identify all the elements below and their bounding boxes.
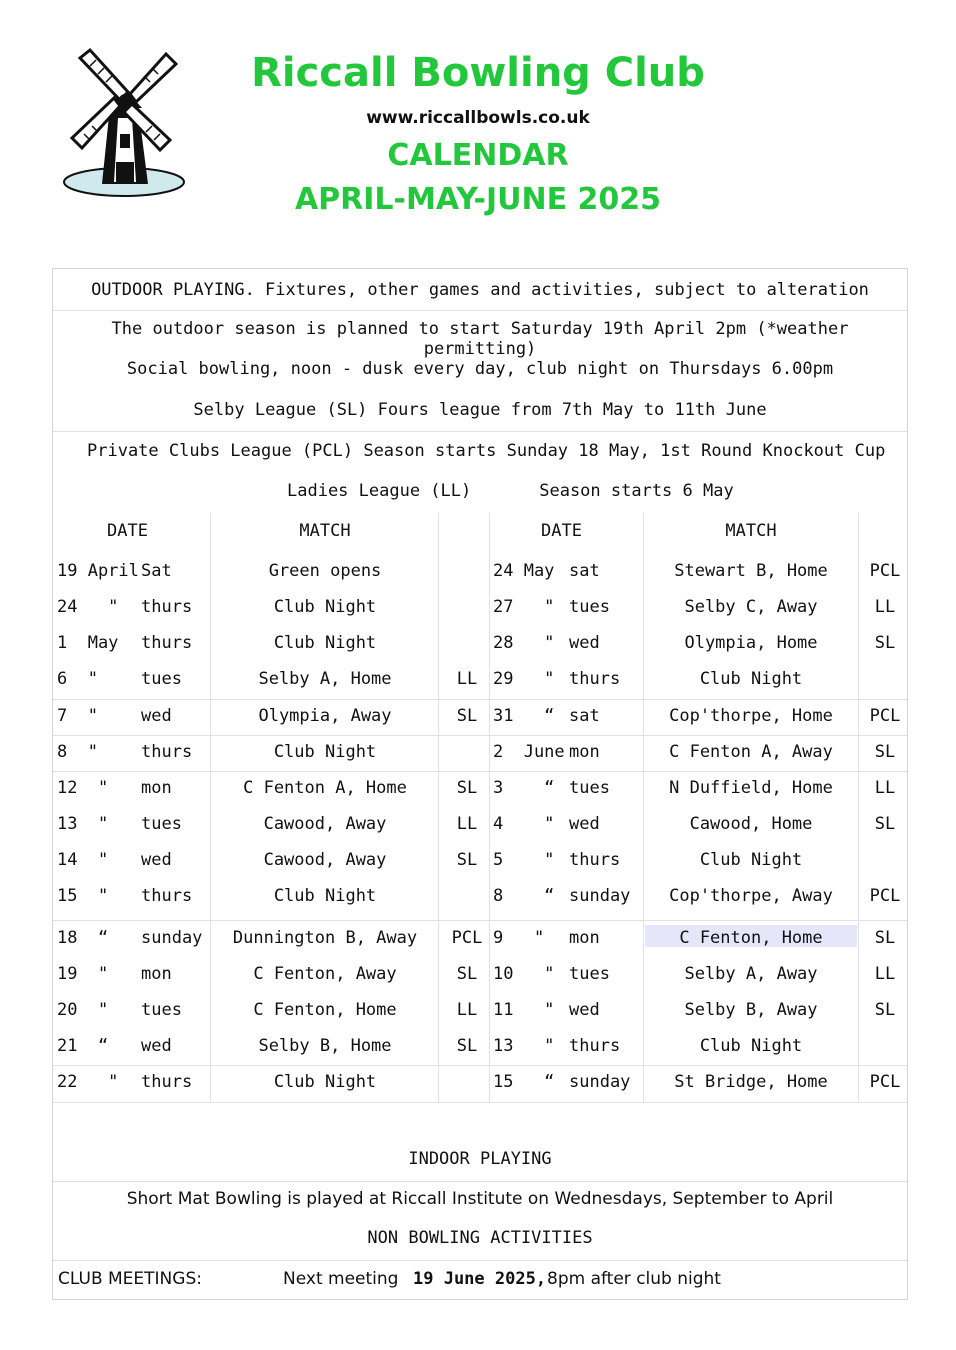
left-day-cell: thurs — [141, 597, 193, 617]
right-date-cell: 4 " — [493, 814, 555, 834]
right-match-cell: Olympia, Home — [684, 633, 818, 653]
right-match-cell: Selby B, Away — [684, 1000, 818, 1020]
left-day-cell: mon — [141, 964, 172, 984]
non-bowling-heading: NON BOWLING ACTIVITIES — [367, 1228, 593, 1248]
left-date-cell: 19 April — [57, 561, 139, 581]
left-day-cell: thurs — [141, 633, 193, 653]
right-date-cell: 31 “ — [493, 706, 555, 726]
season-start-text: The outdoor season is planned to start Saturday 19th April 2pm (*weather permitting) — [111, 319, 849, 359]
left-day-cell: tues — [141, 814, 182, 834]
left-date-cell: 6 " — [57, 669, 98, 689]
table-row — [53, 920, 907, 956]
left-date-cell: 13 " — [57, 814, 109, 834]
right-day-cell: wed — [569, 814, 600, 834]
right-code-cell: SL — [874, 633, 896, 653]
left-code-cell: SL — [456, 706, 478, 726]
table-row — [53, 1028, 907, 1064]
left-date-cell: 19 " — [57, 964, 109, 984]
right-match-cell: Cop'thorpe, Home — [669, 706, 833, 726]
left-code-cell: LL — [456, 1000, 478, 1020]
table-row — [53, 878, 907, 914]
next-meeting-label: Next meeting — [283, 1269, 399, 1289]
right-match-cell: N Duffield, Home — [669, 778, 833, 798]
left-match-cell: Club Night — [273, 1072, 377, 1092]
table-row — [53, 698, 907, 734]
right-date-cell: 24 May — [493, 561, 555, 581]
right-day-cell: thurs — [569, 850, 621, 870]
left-day-cell: thurs — [141, 1072, 193, 1092]
left-match-cell: Green opens — [268, 561, 382, 581]
table-row — [53, 661, 907, 697]
left-match-cell: Olympia, Away — [258, 706, 392, 726]
indoor-heading: INDOOR PLAYING — [408, 1149, 552, 1169]
left-code-cell: SL — [456, 778, 478, 798]
right-date-cell: 5 " — [493, 850, 555, 870]
table-row — [53, 806, 907, 842]
left-match-cell: Club Night — [273, 886, 377, 906]
left-match-cell: C Fenton, Away — [253, 964, 397, 984]
right-date-cell: 8 “ — [493, 886, 555, 906]
right-code-cell: LL — [874, 964, 896, 984]
left-match-cell: Club Night — [273, 742, 377, 762]
table-row — [53, 992, 907, 1028]
left-code-cell: SL — [456, 850, 478, 870]
table-header — [53, 513, 907, 549]
date-header-left: DATE — [107, 521, 148, 541]
right-code-cell: SL — [874, 1000, 896, 1020]
left-code-cell: PCL — [451, 928, 483, 948]
indoor-text: Short Mat Bowling is played at Riccall Institute on Wednesdays, September to April — [126, 1189, 834, 1209]
right-date-cell: 13 " — [493, 1036, 555, 1056]
right-match-cell: St Bridge, Home — [674, 1072, 828, 1092]
right-match-cell: C Fenton, Home — [679, 928, 823, 948]
ladies-league-label: Ladies League (LL) — [287, 481, 472, 501]
right-code-cell: PCL — [869, 1072, 901, 1092]
left-date-cell: 15 " — [57, 886, 109, 906]
right-match-cell: Club Night — [699, 669, 803, 689]
right-day-cell: sat — [569, 706, 600, 726]
right-code-cell: SL — [874, 814, 896, 834]
right-date-cell: 29 " — [493, 669, 555, 689]
right-day-cell: tues — [569, 964, 610, 984]
left-code-cell: SL — [456, 1036, 478, 1056]
left-date-cell: 20 " — [57, 1000, 109, 1020]
table-row — [53, 734, 907, 770]
left-day-cell: tues — [141, 1000, 182, 1020]
right-code-cell: SL — [874, 928, 896, 948]
match-header-left: MATCH — [299, 521, 351, 541]
left-date-cell: 8 " — [57, 742, 98, 762]
ladies-league-text — [53, 481, 907, 501]
right-code-cell: PCL — [869, 886, 901, 906]
left-match-cell: Selby A, Home — [258, 669, 392, 689]
left-day-cell: Sat — [141, 561, 172, 581]
left-day-cell: wed — [141, 850, 172, 870]
right-day-cell: thurs — [569, 1036, 621, 1056]
left-match-cell: C Fenton A, Home — [243, 778, 407, 798]
social-bowling-text: Social bowling, noon - dusk every day, club night on Thursdays 6.00pm — [126, 359, 834, 379]
table-row — [53, 625, 907, 661]
right-date-cell: 28 " — [493, 633, 555, 653]
left-match-cell: Cawood, Away — [263, 814, 387, 834]
left-date-cell: 14 " — [57, 850, 109, 870]
right-match-cell: C Fenton A, Away — [669, 742, 833, 762]
left-code-cell: LL — [456, 669, 478, 689]
left-match-cell: Club Night — [273, 597, 377, 617]
right-day-cell: sunday — [569, 1072, 631, 1092]
table-row — [53, 770, 907, 806]
right-day-cell: thurs — [569, 669, 621, 689]
left-date-cell: 18 “ — [57, 928, 109, 948]
left-day-cell: thurs — [141, 886, 193, 906]
meeting-time: 8pm after club night — [547, 1269, 721, 1289]
club-name: Riccall Bowling Club — [251, 50, 705, 96]
left-date-cell: 24 " — [57, 597, 119, 617]
right-match-cell: Cawood, Home — [689, 814, 813, 834]
left-day-cell: wed — [141, 706, 172, 726]
left-code-cell: SL — [456, 964, 478, 984]
left-date-cell: 22 " — [57, 1072, 119, 1092]
right-match-cell: Cop'thorpe, Away — [669, 886, 833, 906]
left-date-cell: 21 “ — [57, 1036, 109, 1056]
table-row — [53, 956, 907, 992]
left-day-cell: wed — [141, 1036, 172, 1056]
outdoor-heading: OUTDOOR PLAYING. Fixtures, other games and activities, subject to alteration — [91, 280, 869, 300]
pcl-text: Private Clubs League (PCL) Season starts Sunday 18 May, 1st Round Knockout Cup — [87, 441, 886, 461]
left-day-cell: tues — [141, 669, 182, 689]
left-match-cell: Club Night — [273, 633, 377, 653]
right-code-cell: SL — [874, 742, 896, 762]
right-day-cell: wed — [569, 633, 600, 653]
left-date-cell: 7 " — [57, 706, 98, 726]
right-match-cell: Stewart B, Home — [674, 561, 828, 581]
ladies-season-text: Season starts 6 May — [539, 481, 734, 501]
right-code-cell: LL — [874, 597, 896, 617]
right-day-cell: tues — [569, 597, 610, 617]
left-match-cell: C Fenton, Home — [253, 1000, 397, 1020]
website-link[interactable]: www.riccallbowls.co.uk — [366, 108, 590, 128]
left-day-cell: thurs — [141, 742, 193, 762]
left-code-cell: LL — [456, 814, 478, 834]
left-date-cell: 12 " — [57, 778, 109, 798]
left-day-cell: mon — [141, 778, 172, 798]
left-match-cell: Dunnington B, Away — [232, 928, 418, 948]
right-day-cell: sunday — [569, 886, 631, 906]
right-date-cell: 27 " — [493, 597, 555, 617]
date-header-right: DATE — [541, 521, 582, 541]
right-match-cell: Club Night — [699, 1036, 803, 1056]
right-code-cell: LL — [874, 778, 896, 798]
right-match-cell: Selby A, Away — [684, 964, 818, 984]
match-header-right: MATCH — [725, 521, 777, 541]
right-date-cell: 3 “ — [493, 778, 555, 798]
left-date-cell: 1 May — [57, 633, 119, 653]
meetings-label: CLUB MEETINGS: — [58, 1269, 202, 1289]
right-date-cell: 9 " — [493, 928, 545, 948]
left-match-cell: Selby B, Home — [258, 1036, 392, 1056]
right-match-cell: Club Night — [699, 850, 803, 870]
right-date-cell: 11 " — [493, 1000, 555, 1020]
calendar-box — [52, 268, 908, 1300]
period-heading: APRIL-MAY-JUNE 2025 — [294, 182, 662, 217]
meeting-date: 19 June 2025, — [413, 1269, 547, 1289]
right-day-cell: mon — [569, 928, 600, 948]
right-date-cell: 15 “ — [493, 1072, 555, 1092]
right-day-cell: tues — [569, 778, 610, 798]
right-date-cell: 10 " — [493, 964, 555, 984]
right-code-cell: PCL — [869, 561, 901, 581]
right-day-cell: wed — [569, 1000, 600, 1020]
table-row — [53, 589, 907, 625]
right-date-cell: 2 June — [493, 742, 565, 762]
right-match-cell: Selby C, Away — [684, 597, 818, 617]
left-day-cell: sunday — [141, 928, 203, 948]
right-code-cell: PCL — [869, 706, 901, 726]
calendar-heading: CALENDAR — [387, 138, 569, 173]
right-day-cell: sat — [569, 561, 600, 581]
table-row — [53, 842, 907, 878]
right-day-cell: mon — [569, 742, 600, 762]
table-row — [53, 553, 907, 589]
selby-league-text: Selby League (SL) Fours league from 7th May to 11th June — [193, 400, 767, 420]
table-row — [53, 1064, 907, 1100]
left-match-cell: Cawood, Away — [263, 850, 387, 870]
